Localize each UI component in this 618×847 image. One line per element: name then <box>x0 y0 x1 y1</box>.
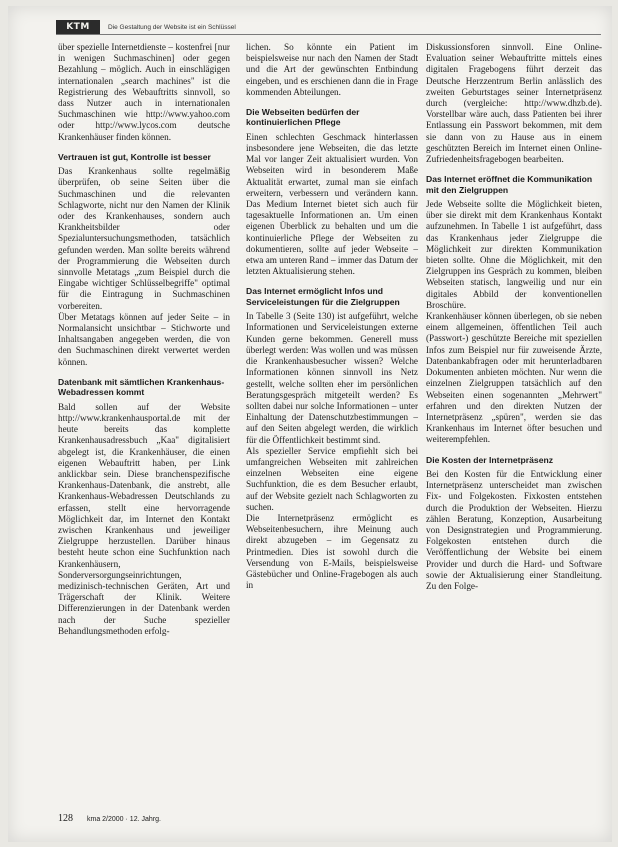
paragraph: Einen schlechten Geschmack hinterlassen insbesondere jene Webseiten, die das letzte Mal vor langer Zeit aktualisiert wurden. Von Webseiten wird in besonderem Maße Aktualität erwartet, zumal man sie einfach erweitern, verbessern und verändern kann. Das Medium Internet bietet sich auch für tagesaktuelle Informationen an. Um einen eigenen Überblick zu behalten und um die kontinuierliche Pflege der Webseiten zu dokumentieren, sollte auf jeder Webseite – etwa am unteren Rand – immer das Datum der letzten Aktualisierung stehen. <box>246 131 418 277</box>
paragraph: Jede Webseite sollte die Möglichkeit bieten, über sie direkt mit dem Krankenhaus Kontakt aufzunehmen. In Tabelle 1 ist aufgeführt, dass das Krankenhaus jeder Zielgruppe die Möglichkeit zur direkten Kommunikation bieten sollte. Ohne die Möglichkeit, mit den Zielgruppen ins Gespräch zu kommen, bleiben Webseiten statisch, langweilig und nur ein digitales Abbild der konventionellen Broschüre. <box>426 199 602 310</box>
paragraph: Das Krankenhaus sollte regelmäßig überprüfen, ob seine Seiten über die Suchmaschinen und die relevanten Schlagworte, nicht nur den Namen der Klinik oder des Krankenhauses, sondern auch Krankheitsbilder oder Spezialuntersuchungsmethoden, tatsächlich gefunden werden. Man sollte bereits während der Programmierung die Webseiten durch sinnvolle Metatags „zum Beispiel durch die Eingabe wichtiger Schlüsselbegriffe" optimal für die Eintragung in Suchmaschinen vorbereiten. <box>58 166 230 311</box>
paragraph: Bei den Kosten für die Entwicklung einer Internetpräsenz unterscheidet man zwischen Fix- und Folgekosten. Fixkosten entstehen durch die Produktion der Webseiten. Hierzu zählen Beratung, Konzeption, Ausarbeitung von Designstrategien und Programmierung. Folgekosten entstehen durch die Veröffentlichung der Website bei einem Provider und durch die Hard- und Software sowie der Aktualisierung einer Standleitung. Zu den Folge- <box>426 468 602 591</box>
paragraph: Krankenhäuser können überlegen, ob sie neben einem allgemeinen, öffentlichen Teil auch (Passwort-) geschützte Bereiche mit speziellen Infos zum Beispiel nur für zuweisende Ärzte, Datenbankabfragen oder mit herunterladbaren Dokumenten anbieten möchten. Nur wenn die einzelnen Zielgruppen tatsächlich auf den Webseiten einen sogenannten „Mehrwert" erfahren und den direkten Nutzen der Internetpräsenz „spüren", werden sie das Krankenhaus im Internet öfter besuchen und weiterempfehlen. <box>426 311 602 445</box>
paragraph: Die Internetpräsenz ermöglicht es Webseitenbesuchern, ihre Meinung auch direkt abzugeben – im Gegensatz zu Printmedien. Dies ist sowohl durch die Versendung von E-Mails, beispielsweise Gästebücher und Online-Fragebogen als auch in <box>246 512 418 591</box>
text-column-2 <box>246 42 418 591</box>
magazine-logo: KTM <box>56 20 100 34</box>
text-column-1 <box>58 42 230 637</box>
issue-info: kma 2/2000 · 12. Jahrg. <box>87 816 161 823</box>
paragraph: über spezielle Internetdienste – kostenfrei [nur in wenigen Suchmaschinen] oder gegen Bezahlung – möglich. Auch in einschlägigen internationalen „search machines" ist die Registrierung des Webauftritts sinnvoll, so dass Nutzer auch in internationalen Suchmaschinen wie http://www.yahoo.com oder http://www.lycos.com deutsche Krankenhäuser finden können. <box>58 42 230 142</box>
paragraph: Als spezieller Service empfiehlt sich bei umfangreichen Webseiten mit zahlreichen einzelnen Webseiten eine eigene Suchfunktion, die es dem Besucher erlaubt, auf der Website gezielt nach Schlagworten zu suchen. <box>246 445 418 512</box>
running-header-title: Die Gestaltung der Website ist ein Schlüssel <box>108 23 236 31</box>
section-heading: Vertrauen ist gut, Kontrolle ist besser <box>58 151 211 162</box>
section-heading: Die Kosten der Internetpräsenz <box>426 454 554 465</box>
text-column-3 <box>426 42 602 592</box>
page-header <box>56 20 601 35</box>
section-heading: Das Internet ermöglicht Infos und Serviceleistungen für die Zielgruppen <box>246 286 400 307</box>
paragraph: Bald sollen auf der Website http://www.krankenhausportal.de mit der heute bereits das komplette Krankenhausadressbuch „Kaa" digitalisiert abgelegt ist, die Krankenhäuser, die einen eigenen Webauftritt haben, per Link anklickbar sein. Diese branchenspezifische Krankenhaus-Datenbank, die anstrebt, alle Krankenhaus-Webadressen Deutschlands zu erfassen, stellt eine hervorragende Möglichkeit dar, im Internet den Kontakt zwischen Krankenhaus und jeweiliger Zielgruppe herzustellen. Darüber hinaus besteht heute schon eine Suchfunktion nach Krankenhäusern, Sonderversorgungseinrichtungen, medizinisch-technischen Geräten, Art und Trägerschaft der Klinik. Weitere Differenzierungen in der Datenbank werden nach der Suche spezieller Behandlungsmethoden erfolg- <box>58 401 230 636</box>
page-footer <box>58 813 161 824</box>
section-heading: Datenbank mit sämtlichen Krankenhaus-Webadressen kommt <box>58 376 225 398</box>
paragraph: In Tabelle 3 (Seite 130) ist aufgeführt, welche Informationen und Serviceleistungen externe Kunden gerne bekommen. Generell muss überlegt werden: Was wollen und was müssen die Krankenhausbesucher wissen? Welche Informationen können sinnvoll ins Netz gestellt, welche sollten eher im persönlichen Beratungsgespräch mitgeteilt werden? Es sollten dabei nur solche Informationen – unter Einhaltung der Datenschutzbestimmungen – auf den Seiten abgelegt werden, die wirklich für die Öffentlichkeit bestimmt sind. <box>246 311 418 445</box>
section-heading: Das Internet eröffnet die Kommunikation mit den Zielgruppen <box>426 174 593 195</box>
page-number: 128 <box>58 813 73 824</box>
paragraph: Über Metatags können auf jeder Seite – in Normalansicht unsichtbar – Stichworte und Inhaltsangaben angegeben werden, die von den Suchmaschinen direkt verwertet werden können. <box>58 311 230 367</box>
paragraph: lichen. So könnte ein Patient im beispielsweise nur nach den Namen der Stadt und die Art der gewünschten Entbindung eingeben, und es erschienen dann die in Frage kommenden Abteilungen. <box>246 42 418 97</box>
section-heading: Die Webseiten bedürfen der kontinuierlichen Pflege <box>246 107 360 128</box>
paragraph: Diskussionsforen sinnvoll. Eine Online-Evaluation seiner Webauftritte mittels eines digitalen Fragebogens führt derzeit das Deutsche Herzzentrum Berlin anlässlich des zweiten Geburtstages seiner Internetpräsenz durch (vergleiche: http://www.dhzb.de). Vorstellbar wäre auch, dass Patienten bei ihrer Entlassung ein Passwort bekommen, mit dem sie dann von zu Hause aus in einem geschützten Bereich im Internet einen Online-Zufriedenheitsfragebogen bearbeiten. <box>426 42 602 165</box>
